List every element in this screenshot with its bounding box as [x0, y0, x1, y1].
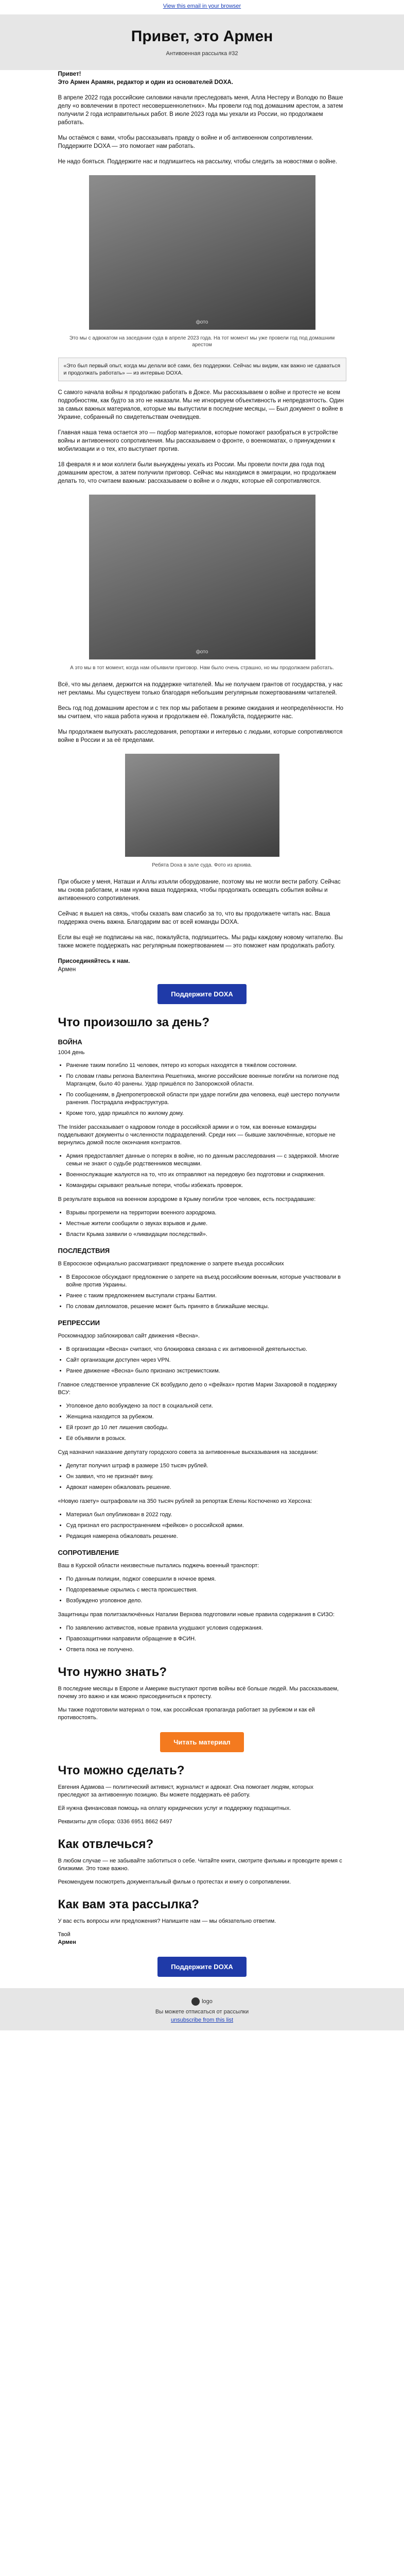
intro-paragraph: Не надо бояться. Поддержите нас и подпишитесь на рассылку, чтобы следить за новостями о войне. [58, 159, 338, 165]
intro-paragraph: В апреле 2022 года российские силовики начали преследовать меня, Алла Нестеру и Володю по Ваше делу «о вовлечении в протест несовершеннолетних». Мы провели год под домашним арестом, а затем получили 2 года исправительных работ. В июле 2023 года мы уехали из России, но продолжаем работать. [58, 95, 343, 126]
list-item: • В Евросоюзе обсуждают предложение о запрете на въезд российским военным, которые участвовали в войне против Украины. [66, 1274, 346, 1289]
body-paragraph: Всё, что мы делаем, держится на поддержке читателей. Мы не получаем грантов от государства, у нас нет рекламы. Мы существуем только благодаря небольшим регулярным пожертвованиям читателей. [58, 682, 343, 696]
resist-list-2 [66, 1624, 346, 1654]
body-paragraph: Сейчас я вышел на связь, чтобы сказать вам спасибо за то, что вы продолжаете читать нас. Ваша поддержка очень важна. Благодарим вас от всей команды DOXA. [58, 911, 330, 925]
list-item: • Местные жители сообщили о звуках взрывов и дыме. [66, 1220, 346, 1228]
list-item: • Он заявил, что не признаёт вину. [66, 1473, 346, 1481]
body-paragraph: Если вы ещё не подписаны на нас, пожалуйста, подпишитесь. Мы рады каждому новому читателю. Вы также можете поддержать нас регулярным пожертвованием — это поможет нам продолжать работу. [58, 935, 343, 949]
page-title: Привет, это Армен [131, 28, 273, 45]
support-doxa-button[interactable]: Поддержите DOXA [157, 984, 247, 1004]
footer [0, 1988, 404, 2030]
list-item: • По словам дипломатов, решение может быть принято в ближайшие месяцы. [66, 1303, 346, 1311]
hero [0, 14, 404, 70]
body-paragraph: В любом случае — не забывайте заботиться о себе. Читайте книги, смотрите фильмы и проводите время с близкими. Это тоже важно. [58, 1858, 342, 1872]
list-item: • Депутат получил штраф в размере 150 тысяч рублей. [66, 1462, 346, 1470]
photo-caption: Это мы с адвокатом на заседании суда в апреле 2023 года. На тот момент мы уже провели год под домашним арестом [69, 335, 335, 348]
read-article-button[interactable]: Читать материал [160, 1732, 243, 1752]
list-item: • Редакция намерена обжаловать решение. [66, 1533, 346, 1540]
list-item: • Женщина находится за рубежом. [66, 1413, 346, 1421]
verdict-photo [89, 495, 315, 659]
repr-list [66, 1346, 346, 1375]
body-paragraph: Мы продолжаем выпускать расследования, репортажи и интервью с людьми, которые сопротивляются войне в России и за её пределами. [58, 729, 343, 743]
list-item: • Ранее с таким предложением выступали страны Балтии. [66, 1292, 346, 1300]
footer-text: Вы можете отписаться от рассылки [155, 2009, 249, 2015]
body-paragraph: Ваш в Курской области неизвестные пытались поджечь военный транспорт: [58, 1563, 259, 1569]
doxa-logo-icon [191, 1997, 200, 2006]
war-list-3 [66, 1209, 346, 1239]
list-item: • Взрывы прогремели на территории военного аэродрома. [66, 1209, 346, 1217]
body-paragraph: Главное следственное управление СК возбудило дело о «фейках» против Марии Захаровой в поддержку ВСУ: [58, 1382, 337, 1396]
cta-block [0, 1957, 404, 1977]
section-know [58, 1665, 346, 1752]
section-like [58, 1897, 346, 1946]
support-doxa-button[interactable]: Поддержите DOXA [157, 1957, 247, 1977]
court-photo [89, 175, 315, 330]
sign-off: Твой [58, 1931, 71, 1938]
body-paragraph: 18 февраля я и мои коллеги были вынуждены уехать из России. Мы провели почти два года под домашним арестом, а затем получили приговор. Сейчас мы находимся в эмиграции, но продолжаем делать то, что считаем важным: рассказываем о войне и о людях, которые ей сопротивляются. [58, 462, 337, 484]
body-paragraph: В Евросоюзе официально рассматривают предложение о запрете въезда российских [58, 1261, 284, 1267]
list-item: • В организации «Весна» считают, что блокировка связана с их антивоенной деятельностью. [66, 1346, 346, 1353]
unsubscribe-link[interactable]: unsubscribe from this list [170, 2017, 234, 2023]
section-title: Что можно сделать? [58, 1764, 185, 1777]
body-paragraph: Мы также подготовили материал о том, как российская пропаганда работает за рубежом и как ей противостоять. [58, 1707, 315, 1721]
body-paragraph: The Insider рассказывает о кадровом голоде в российской армии и о том, как военные командиры подделывают документы о численности подразделений. Среди них — бывшие заключённые, которые не вернулись домой после окончания контрактов. [58, 1124, 336, 1146]
list-item: • Армия предоставляет данные о потерях в войне, но по данным расследования — с задержкой. Многие семьи не знают о судьбе родственников месяцами. [66, 1153, 346, 1168]
body-paragraph: У вас есть вопросы или предложения? Напишите нам — мы обязательно ответим. [58, 1918, 276, 1924]
section-title: Что нужно знать? [58, 1665, 167, 1679]
section-title: Как отвлечься? [58, 1837, 154, 1851]
body-paragraph: Весь год под домашним арестом и с тех пор мы работаем в режиме ожидания и неопределённости. Но мы считаем, что наша работа нужна и продолжаем её. Пожалуйста, поддержите нас. [58, 705, 344, 720]
body-paragraph: В результате взрывов на военном аэродроме в Крыму погибли трое человек, есть пострадавшие: [58, 1196, 316, 1202]
intro [58, 70, 346, 974]
list-item: • Ранее движение «Весна» было признано экстремистским. [66, 1367, 346, 1375]
section-subtitle: ВОЙНА [58, 1038, 82, 1046]
list-item: • Правозащитники направили обращение в ФСИН. [66, 1635, 346, 1643]
section-title: Как вам эта рассылка? [58, 1897, 199, 1911]
team-photo [125, 754, 279, 857]
war-list-2 [66, 1153, 346, 1190]
list-item: • Ей грозит до 10 лет лишения свободы. [66, 1424, 346, 1432]
list-item: • Суд признал его распространением «фейков» о российской армии. [66, 1522, 346, 1530]
list-item: • По словам главы региона Валентина Решетника, многие российские военные погибли на полигоне под Марганцем, было 40 ранены. Удар пришёлся по Запорожской области. [66, 1073, 346, 1088]
cta-block [0, 984, 404, 1004]
list-item: • Власти Крыма заявили о «ликвидации последствий». [66, 1231, 346, 1239]
resist-list [66, 1575, 346, 1605]
logo-label: logo [202, 1998, 213, 2005]
body-paragraph: В последние месяцы в Европе и Америке выступают против войны всё больше людей. Мы рассказываем, почему это важно и как можно присоединиться к протесту. [58, 1686, 339, 1700]
list-item: • По данным полиции, поджог совершили в ночное время. [66, 1575, 346, 1583]
repr-list-3 [66, 1462, 346, 1492]
quote-block: «Это был первый опыт, когда мы делали всё сами, без поддержки. Сейчас мы видим, как важно не сдаваться и продолжать работать» — из интервью DOXA. [58, 358, 346, 381]
body-paragraph: Ей нужна финансовая помощь на оплату юридических услуг и поддержку подзащитных. [58, 1805, 291, 1811]
body-paragraph: С самого начала войны я продолжаю работать в Доксе. Мы рассказываем о войне и протесте не всем подробностям, как будто за это не наказали. Мы не игнорируем объективность и непредвзятость. Один за самых важных материалов, которые мы выпустили в последние месяцы, — Был документ о войне в Украине, собранный по свидетельствам очевидцев. [58, 389, 344, 420]
list-item: • Военнослужащие жалуются на то, что их отправляют на передовую без подготовки и снаряжения. [66, 1171, 346, 1179]
photo-label: фото [196, 319, 208, 325]
greeting: Привет! [58, 71, 81, 77]
section-quit [58, 1837, 346, 1886]
body-paragraph: При обыске у меня, Наташи и Аллы изъяли оборудование, поэтому мы не могли вести работу. Сейчас мы снова работаем, и нам нужна ваша поддержка, чтобы продолжать освещать события войны и антивоенного сопротивления. [58, 879, 341, 902]
war-day: 1004 день [58, 1049, 85, 1056]
photo-caption: Ребята Doxa в зале суда. Фото из архива. [152, 862, 252, 868]
signature: Армен [58, 967, 76, 973]
section-war [58, 1015, 346, 1654]
list-item: • По сообщениям, в Днепропетровской области при ударе погибли два человека, ещё шестеро получили ранения. Пострадала инфраструктура. [66, 1091, 346, 1107]
body-paragraph: «Новую газету» оштрафовали на 350 тысяч рублей за репортаж Елены Костюченко из Херсона: [58, 1498, 312, 1504]
list-item: • По заявлению активистов, новые правила ухудшают условия содержания. [66, 1624, 346, 1632]
sign-line: Это Армен Арамян, редактор и один из основателей DOXA. [58, 79, 233, 86]
repr-list-2 [66, 1402, 346, 1443]
topbar [0, 0, 404, 14]
signature: Армен [58, 1939, 76, 1945]
list-item: • Уголовное дело возбуждено за пост в социальной сети. [66, 1402, 346, 1410]
view-in-browser-link[interactable]: View this email in your browser [163, 3, 241, 9]
section-title: Что произошло за день? [58, 1015, 210, 1029]
body-paragraph: Суд назначил наказание депутату городского совета за антивоенные высказывания на заседании: [58, 1449, 318, 1455]
list-item: • Подозреваемые скрылись с места происшествия. [66, 1586, 346, 1594]
body-paragraph: Главная наша тема остается это — подбор материалов, которые помогают разобраться в устройстве войны и антивоенного сопротивления. Мы рассказываем о фронте, о военкоматах, о принуждении к мобилизации и о тех, кто выступает против. [58, 430, 338, 452]
page-subtitle: Антивоенная рассылка #32 [166, 50, 238, 57]
photo-label: фото [196, 649, 208, 655]
list-item: • Командиры скрывают реальные потери, чтобы избежать проверок. [66, 1182, 346, 1190]
section-subtitle: СОПРОТИВЛЕНИЕ [58, 1549, 119, 1556]
list-item: • Кроме того, удар пришёлся по жилому дому. [66, 1110, 346, 1117]
list-item: • Её объявили в розыск. [66, 1435, 346, 1443]
list-item: • Возбуждено уголовное дело. [66, 1597, 346, 1605]
body-paragraph: Реквизиты для сбора: 0336 6951 8662 6497 [58, 1819, 172, 1825]
cta-block [58, 1732, 346, 1752]
sign-off: Присоединяйтесь к нам. [58, 958, 130, 964]
war-list [66, 1062, 346, 1117]
list-item: • Сайт организации доступен через VPN. [66, 1357, 346, 1364]
photo-caption: А это мы в тот момент, когда нам объявили приговор. Нам было очень страшно, но мы продолжаем работать. [70, 665, 334, 671]
section-do [58, 1764, 346, 1826]
body-paragraph: Роскомнадзор заблокировал сайт движения «Весна». [58, 1333, 200, 1339]
list-item: • Материал был опубликован в 2022 году. [66, 1511, 346, 1519]
body-paragraph: Евгения Адамова — политический активист, журналист и адвокат. Она помогает людям, которых преследуют за антивоенную позицию. Вы можете поддержать её работу. [58, 1784, 313, 1798]
list-item: • Ранение таким погибло 11 человек, пятеро из которых находятся в тяжёлом состоянии. [66, 1062, 346, 1070]
body-paragraph: Защитницы прав политзаключённых Наталии Верхова подготовили новые правила содержания в СИЗО: [58, 1612, 335, 1618]
section-subtitle: РЕПРЕССИИ [58, 1319, 100, 1327]
footer-band [0, 1988, 404, 2030]
intro-paragraph: Мы остаёмся с вами, чтобы рассказывать правду о войне и об антивоенном сопротивлении. Поддержите DOXA — это помогает нам работать. [58, 135, 313, 149]
list-item: • Адвокат намерен обжаловать решение. [66, 1484, 346, 1492]
after-list [66, 1274, 346, 1311]
body-paragraph: Рекомендуем посмотреть документальный фильм о протестах и книгу о сопротивлении. [58, 1879, 291, 1885]
repr-list-4 [66, 1511, 346, 1540]
section-subtitle: ПОСЛЕДСТВИЯ [58, 1247, 110, 1255]
list-item: • Ответа пока не получено. [66, 1646, 346, 1654]
